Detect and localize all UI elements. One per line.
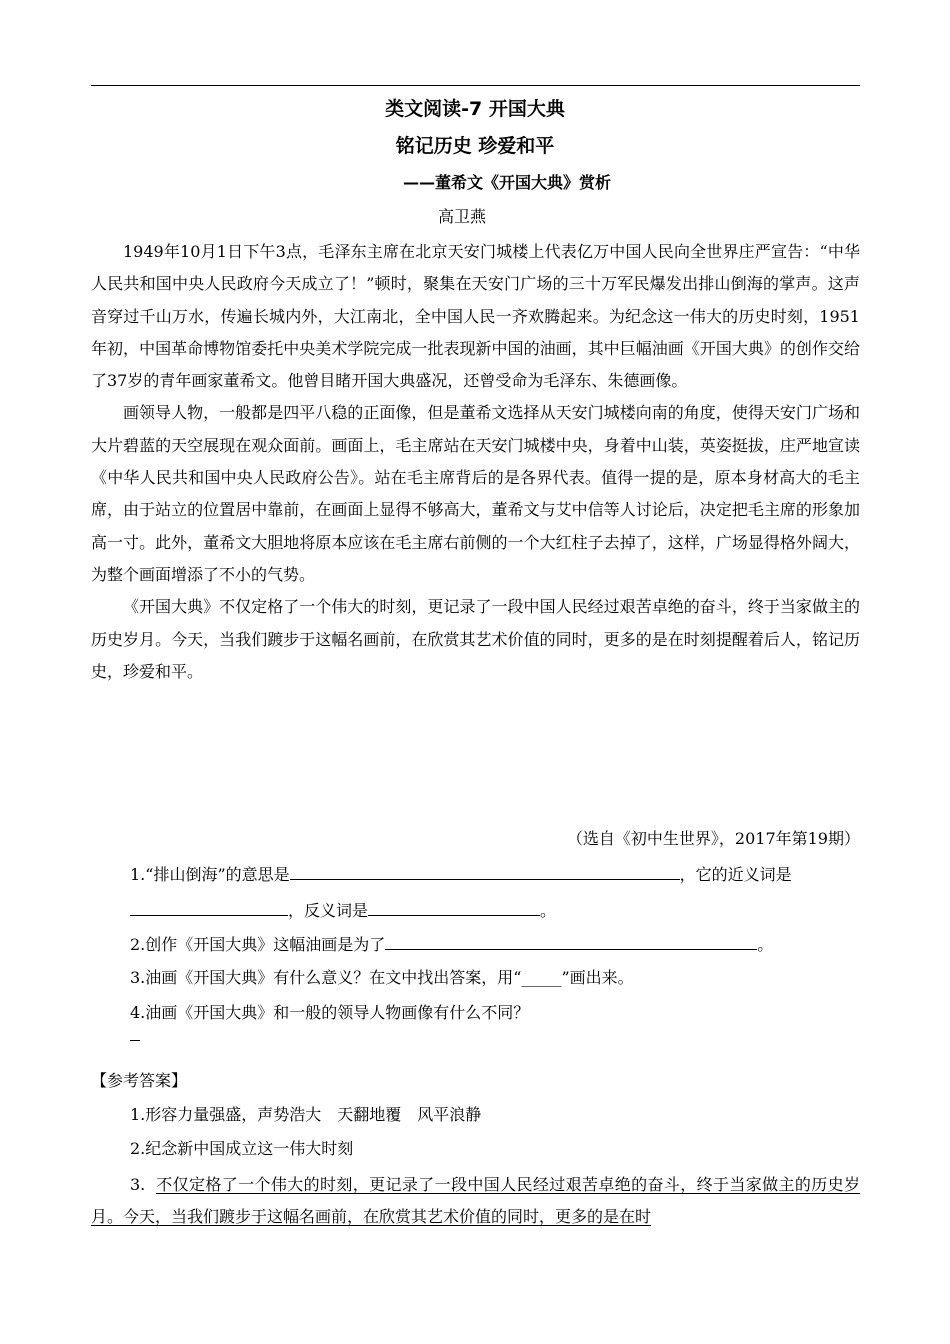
question-1-blank-synonym[interactable] — [130, 897, 288, 916]
question-4: 4.油画《开国大典》和一般的领导人物画像有什么不同？ — [130, 1003, 530, 1022]
answer-header: 【参考答案】 — [91, 1071, 188, 1090]
question-1-text-b: ，它的近义词是 — [679, 865, 792, 884]
question-3: 3.油画《开国大典》有什么意义？在文中找出答案，用“_____”画出来。 — [130, 968, 634, 987]
question-1-blank-antonym[interactable] — [368, 897, 540, 916]
doc-title: 类文阅读-7 开国大典 — [385, 98, 565, 120]
question-1 — [130, 861, 792, 887]
doc-subtitle: 铭记历史 珍爱和平 — [395, 135, 555, 157]
answer-1: 1.形容力量强盛，声势浩大 天翻地覆 风平浪静 — [130, 1105, 482, 1124]
answer-3 — [91, 1169, 860, 1234]
article-body — [91, 236, 860, 688]
article-paragraph-2: 画领导人物，一般都是四平八稳的正面像，但是董希文选择从天安门城楼向南的角度，使得天安门广场和大片碧蓝的天空展现在观众面前。画面上，毛主席站在天安门城楼中央，身着中山装，英姿挺拔，庄严地宣读《中华人民共和国中央人民政府公告》。站在毛主席背后的是各界代表。值得一提的是，原本身材高大的毛主席，由于站立的位置居中靠前，在画面上显得不够高大，董希文与艾中信等人讨论后，决定把毛主席的形象加高一寸。此外，董希文大胆地将原本应该在毛主席右前侧的一个大红柱子去掉了，这样，广场显得格外阔大，为整个画面增添了不小的气势。 — [91, 403, 860, 584]
question-2-text-b: 。 — [757, 935, 774, 954]
doc-author: 高卫燕 — [438, 207, 487, 226]
answer-line-stub[interactable] — [130, 1040, 140, 1041]
article-source: （选自《初中生世界》，2017年第19期） — [566, 829, 860, 848]
question-2-blank[interactable] — [385, 931, 757, 950]
answer-3-number: 3. — [130, 1175, 146, 1194]
top-rule — [91, 85, 860, 86]
question-1-cont — [130, 897, 556, 923]
question-2-text-a: 2.创作《开国大典》这幅油画是为了 — [130, 935, 386, 954]
question-2 — [130, 931, 773, 957]
answer-2: 2.纪念新中国成立这一伟大时刻 — [130, 1139, 354, 1158]
article-paragraph-1: 1949年10月1日下午3点，毛泽东主席在北京天安门城楼上代表亿万中国人民向全世界庄严宣告：“中华人民共和国中央人民政府今天成立了！”顿时，聚集在天安门广场的三十万军民爆发出排山倒海的掌声。这声音穿过千山万水，传遍长城内外，大江南北，全中国人民一齐欢腾起来。为纪念这一伟大的历史时刻，1951年初，中国革命博物馆委托中央美术学院完成一批表现新中国的油画，其中巨幅油画《开国大典》的创作交给了37岁的青年画家董希文。他曾目睹开国大典盛况，还曾受命为毛泽东、朱德画像。 — [91, 242, 860, 391]
article-paragraph-3: 《开国大典》不仅定格了一个伟大的时刻，更记录了一段中国人民经过艰苦卓绝的奋斗，终于当家做主的历史岁月。今天，当我们踱步于这幅名画前，在欣赏其艺术价值的同时，更多的是在时刻提醒着后人，铭记历史，珍爱和平。 — [91, 597, 860, 681]
question-1-blank-meaning[interactable] — [290, 861, 680, 880]
question-1-text-d: 。 — [540, 901, 557, 920]
question-1-text-a: 1.“排山倒海”的意思是 — [130, 865, 290, 884]
answer-3-text: 不仅定格了一个伟大的时刻，更记录了一段中国人民经过艰苦卓绝的奋斗，终于当家做主的历史岁月。今天，当我们踱步于这幅名画前，在欣赏其艺术价值的同时，更多的是在时 — [91, 1175, 860, 1227]
question-1-text-c: ，反义词是 — [288, 901, 369, 920]
doc-subline: ——董希文《开国大典》赏析 — [403, 173, 612, 192]
